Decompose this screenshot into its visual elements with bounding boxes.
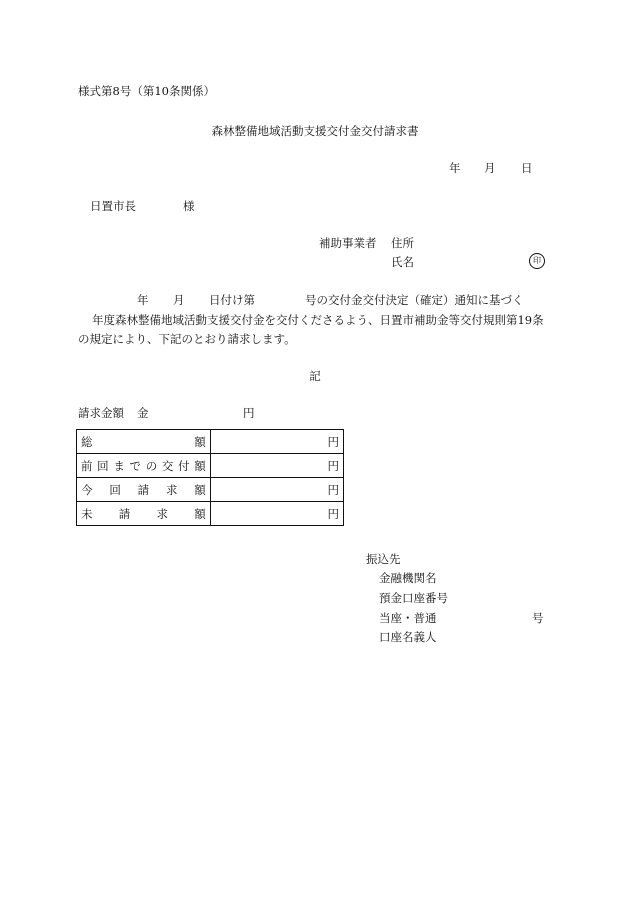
row-label-previous bbox=[77, 454, 211, 478]
label-char: 回 bbox=[97, 458, 109, 473]
label-char: 額 bbox=[194, 506, 206, 521]
bank-institution-label: 金融機関名 bbox=[379, 571, 437, 585]
bank-account-number-suffix: 号 bbox=[532, 611, 544, 625]
body-month-label: 月 bbox=[173, 293, 185, 307]
label-char: 額 bbox=[194, 458, 206, 473]
label-char: 回 bbox=[109, 482, 121, 497]
label-char: で bbox=[129, 458, 142, 473]
summary-table bbox=[76, 429, 344, 526]
addressee-name: 日置市長 bbox=[90, 199, 136, 213]
request-amount-label: 請求金額 bbox=[78, 406, 124, 420]
applicant-name-label: 氏名 bbox=[391, 255, 414, 269]
label-char: ま bbox=[113, 458, 125, 473]
row-value-total: 円 bbox=[210, 430, 343, 454]
label-char: の bbox=[145, 458, 158, 473]
row-value-unclaimed: 円 bbox=[210, 502, 343, 526]
ki-heading: 記 bbox=[309, 369, 321, 383]
body-year-label: 年 bbox=[137, 293, 149, 307]
label-char: 額 bbox=[194, 434, 206, 449]
label-char: 求 bbox=[156, 506, 168, 521]
table-row bbox=[77, 478, 344, 502]
body-notice-text: 号の交付金交付決定（確定）通知に基づく bbox=[305, 293, 524, 307]
label-char: 請 bbox=[118, 506, 131, 521]
addressee-suffix: 様 bbox=[183, 199, 195, 213]
label-char: 額 bbox=[194, 482, 206, 497]
bank-account-number-label: 預金口座番号 bbox=[379, 591, 448, 605]
bank-account-type-label: 当座・普通 bbox=[379, 611, 437, 625]
bank-account-holder-label: 口座名義人 bbox=[379, 630, 437, 644]
seal-mark-icon: 印 bbox=[529, 253, 545, 269]
form-number: 様式第8号（第10条関係） bbox=[78, 84, 215, 98]
date-day-label: 日 bbox=[521, 161, 533, 175]
table-row bbox=[77, 430, 344, 454]
applicant-address-label: 住所 bbox=[391, 236, 414, 250]
row-value-previous: 円 bbox=[210, 454, 343, 478]
document-title: 森林整備地域活動支援交付金交付請求書 bbox=[211, 124, 419, 138]
label-char: 交 bbox=[161, 458, 174, 473]
label-char: 付 bbox=[178, 458, 190, 473]
label-char: 総 bbox=[81, 434, 93, 449]
row-value-current: 円 bbox=[210, 478, 343, 502]
body-date-number-label: 日付け第 bbox=[209, 293, 255, 307]
table-row bbox=[77, 502, 344, 526]
label-char: 未 bbox=[81, 506, 93, 521]
applicant-role-label: 補助事業者 bbox=[319, 236, 377, 250]
table-row bbox=[77, 454, 344, 478]
row-label-current bbox=[77, 478, 211, 502]
date-month-label: 月 bbox=[484, 161, 496, 175]
request-amount-yen: 円 bbox=[243, 406, 255, 420]
label-char: 前 bbox=[81, 458, 93, 473]
bank-transfer-heading: 振込先 bbox=[366, 552, 401, 566]
label-char: 今 bbox=[81, 482, 93, 497]
request-amount-kin: 金 bbox=[137, 406, 149, 420]
row-label-unclaimed bbox=[77, 502, 211, 526]
date-year-label: 年 bbox=[449, 161, 461, 175]
body-text-line-3: の規定により、下記のとおり請求します。 bbox=[78, 332, 296, 346]
row-label-total bbox=[77, 430, 211, 454]
body-text-line-2: 年度森林整備地域活動支援交付金を交付くださるよう、日置市補助金等交付規則第19条 bbox=[92, 313, 544, 327]
label-char: 請 bbox=[137, 482, 150, 497]
label-char: 求 bbox=[165, 482, 178, 497]
